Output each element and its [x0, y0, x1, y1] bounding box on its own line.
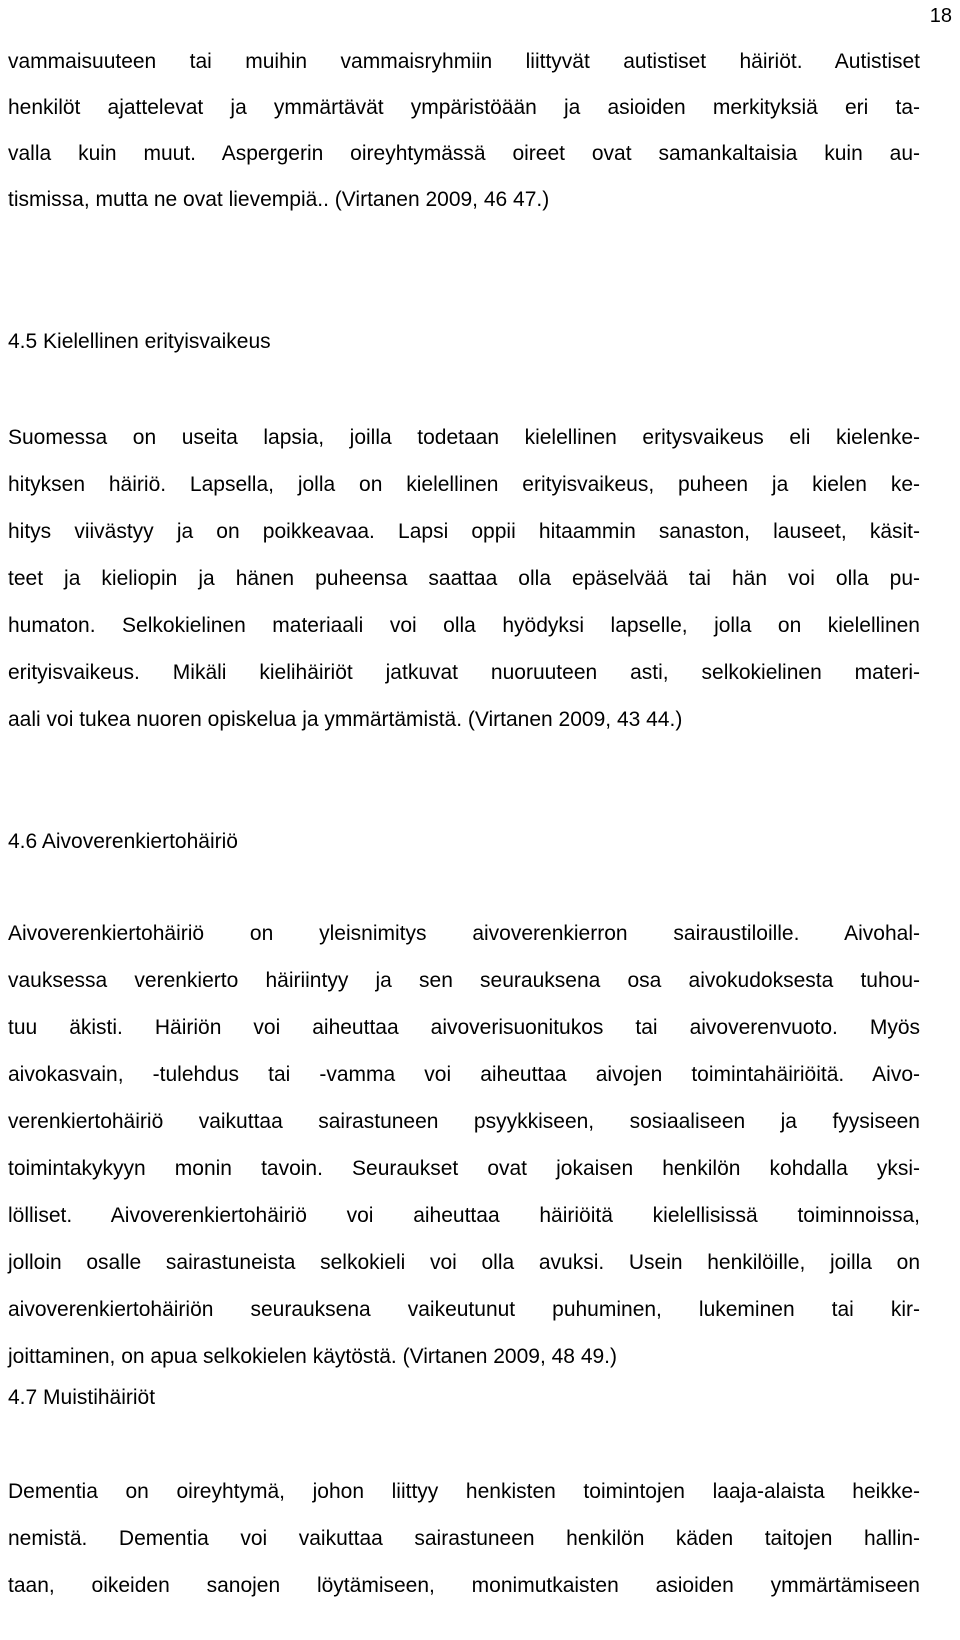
text-line-21: joittaminen, on apua selkokielen käytöstä. (Virtanen 2009, 48 49.) — [8, 1345, 617, 1368]
text-line-9: humaton. Selkokielinen materiaali voi olla hyödyksi lapselle, jolla on kielellinen — [8, 614, 920, 637]
text-line-23: nemistä. Dementia voi vaikuttaa sairastuneen henkilön käden taitojen hallin- — [8, 1527, 920, 1550]
text-line-7: hitys viivästyy ja on poikkeavaa. Lapsi oppii hitaammin sanaston, lauseet, käsit- — [8, 520, 920, 543]
text-line-20: aivoverenkiertohäiriön seurauksena vaikeutunut puhuminen, lukeminen tai kir- — [8, 1298, 920, 1321]
page-number: 18 — [929, 5, 952, 27]
text-line-1: vammaisuuteen tai muihin vammaisryhmiin liittyvät autistiset häiriöt. Autistiset — [8, 50, 920, 73]
heading-4-7: 4.7 Muistihäiriöt — [8, 1386, 156, 1409]
text-line-16: verenkiertohäiriö vaikuttaa sairastuneen psyykkiseen, sosiaaliseen ja fyysiseen — [8, 1110, 920, 1133]
text-line-22: Dementia on oireyhtymä, johon liittyy henkisten toimintojen laaja-alaista heikke- — [8, 1480, 920, 1503]
text-line-3: valla kuin muut. Aspergerin oireyhtymässä oireet ovat samankaltaisia kuin au- — [8, 142, 920, 165]
heading-4-5: 4.5 Kielellinen erityisvaikeus — [8, 330, 271, 353]
heading-4-6: 4.6 Aivoverenkiertohäiriö — [8, 830, 238, 853]
text-line-5: Suomessa on useita lapsia, joilla todetaan kielellinen eritysvaikeus eli kielenke- — [8, 426, 920, 449]
text-line-8: teet ja kieliopin ja hänen puheensa saattaa olla epäselvää tai hän voi olla pu- — [8, 567, 920, 590]
text-line-15: aivokasvain, -tulehdus tai -vamma voi aiheuttaa aivojen toimintahäiriöitä. Aivo- — [8, 1063, 920, 1086]
text-line-14: tuu äkisti. Häiriön voi aiheuttaa aivoverisuonitukos tai aivoverenvuoto. Myös — [8, 1016, 920, 1039]
text-line-2: henkilöt ajattelevat ja ymmärtävät ympäristöään ja asioiden merkityksiä eri ta- — [8, 96, 920, 119]
text-line-24: taan, oikeiden sanojen löytämiseen, monimutkaisten asioiden ymmärtämiseen — [8, 1574, 920, 1597]
text-line-4: tismissa, mutta ne ovat lievempiä.. (Virtanen 2009, 46 47.) — [8, 188, 550, 211]
text-line-10: erityisvaikeus. Mikäli kielihäiriöt jatkuvat nuoruuteen asti, selkokielinen materi- — [8, 661, 920, 684]
text-line-13: vauksessa verenkierto häiriintyy ja sen seurauksena osa aivokudoksesta tuhou- — [8, 969, 920, 992]
text-line-19: jolloin osalle sairastuneista selkokieli voi olla avuksi. Usein henkilöille, joilla on — [8, 1251, 920, 1274]
text-line-17: toimintakykyyn monin tavoin. Seuraukset ovat jokaisen henkilön kohdalla yksi- — [8, 1157, 920, 1180]
text-line-12: Aivoverenkiertohäiriö on yleisnimitys aivoverenkierron sairaustiloille. Aivohal- — [8, 922, 920, 945]
text-line-6: hityksen häiriö. Lapsella, jolla on kielellinen erityisvaikeus, puheen ja kielen ke- — [8, 473, 920, 496]
text-line-18: lölliset. Aivoverenkiertohäiriö voi aiheuttaa häiriöitä kielellisissä toiminnoissa, — [8, 1204, 920, 1227]
text-line-11: aali voi tukea nuoren opiskelua ja ymmärtämistä. (Virtanen 2009, 43 44.) — [8, 708, 683, 731]
